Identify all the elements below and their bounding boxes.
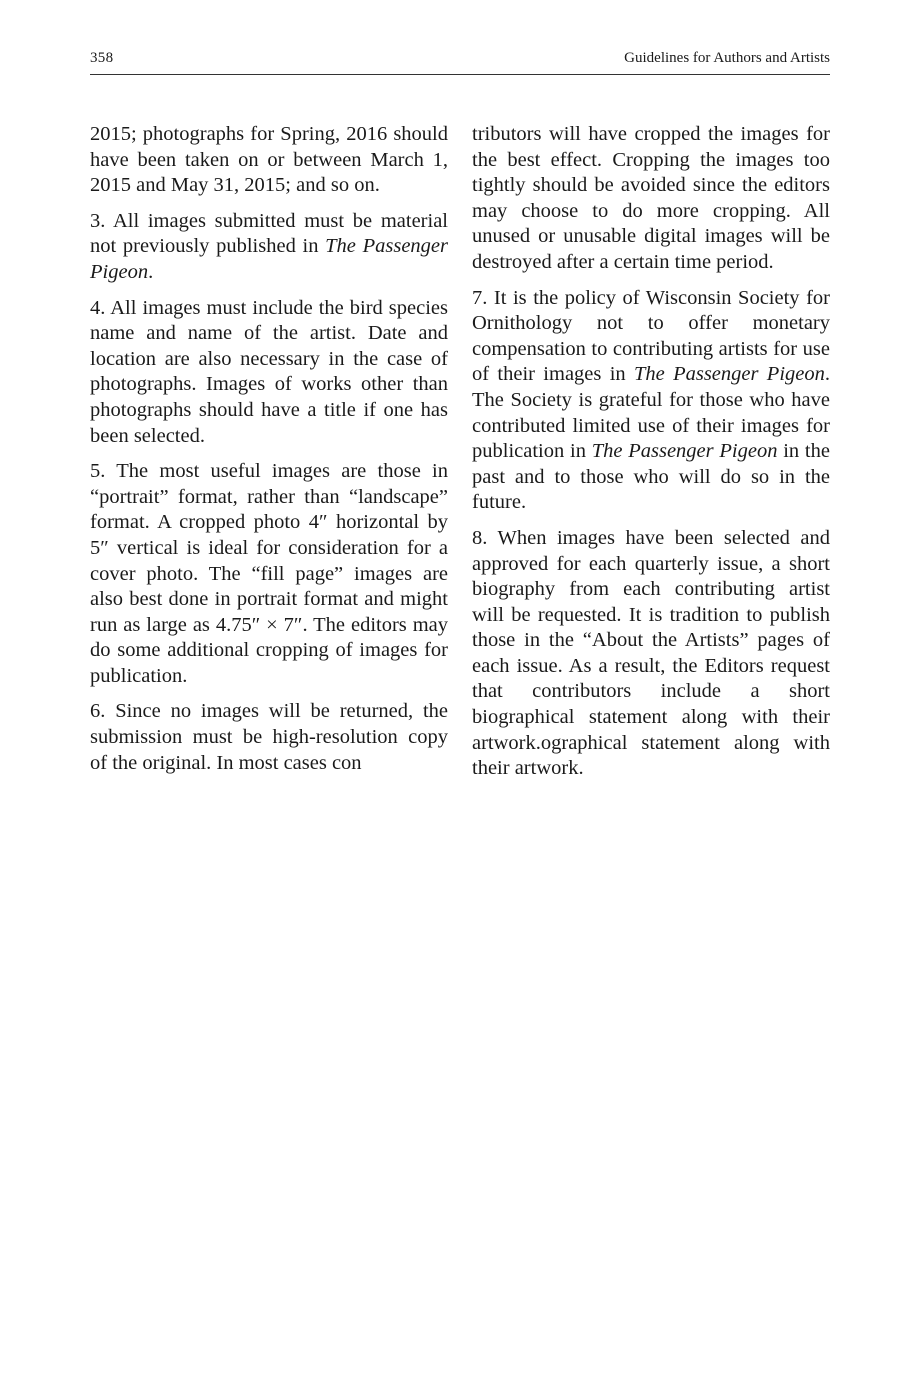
journal-title: The Passenger Pigeon	[591, 440, 778, 463]
paragraph-7-text-b: . The Society is grateful for those who have contributed limited use of their images for publication in	[472, 363, 830, 463]
paragraph-continued: 2015; photographs for Spring, 2016 should have been taken on or between March 1, 2015 and May 31, 2015; and so on.	[90, 123, 448, 197]
paragraph-5: 5. The most useful images are those in “portrait” format, rather than “landscape” format. A cropped photo 4″ horizontal by 5″ vertical is ideal for consideration for a cover photo. The “fill page” images are also best done in portrait format and might run as large as 4.75″ × 7″. The editors may do some additional cropping of images for publication.	[90, 460, 448, 687]
left-column	[90, 122, 448, 786]
paragraph-6-continued: tributors will have cropped the images for the best effect. Cropping the images too tightly should be avoided since the editors may choose to do more cropping. All unused or unusable digital images will be destroyed after a certain time period.	[472, 123, 830, 273]
page-header	[90, 48, 830, 75]
paragraph-3	[90, 209, 448, 286]
journal-title: The Passenger Pigeon	[633, 363, 825, 386]
page-number: 358	[90, 50, 114, 66]
paragraph-3-end: .	[148, 260, 154, 283]
paragraph-7	[472, 286, 830, 516]
paragraph-3-text: 3. All images submitted must be material not previously published in	[90, 209, 448, 258]
paragraph-7-text-a: 7. It is the policy of Wisconsin Society for Ornithology not to offer monetary compensation to contributing artists for use of their images in	[472, 286, 830, 386]
paragraph-4: 4. All images must include the bird species name and name of the artist. Date and location are also necessary in the case of photographs. Images of works other than photographs should have a title if one has been selected.	[90, 296, 448, 447]
paragraph-7-text-c: in the past and to those who will do so in the future.	[472, 440, 830, 514]
right-column	[472, 122, 830, 792]
paragraph-8: 8. When images have been selected and approved for each quarterly issue, a short biography from each contributing artist will be requested. It is tradition to publish those in the “About the Artists” pages of each issue. As a result, the Editors request that contributors include a short biographical statement along with their artwork.ographical statement along with their artwork.	[472, 526, 830, 780]
running-head: Guidelines for Authors and Artists	[624, 50, 830, 66]
journal-title: The Passenger Pigeon	[90, 235, 448, 283]
paragraph-6: 6. Since no images will be returned, the submission must be high-resolution copy of the original. In most cases con	[90, 700, 448, 774]
